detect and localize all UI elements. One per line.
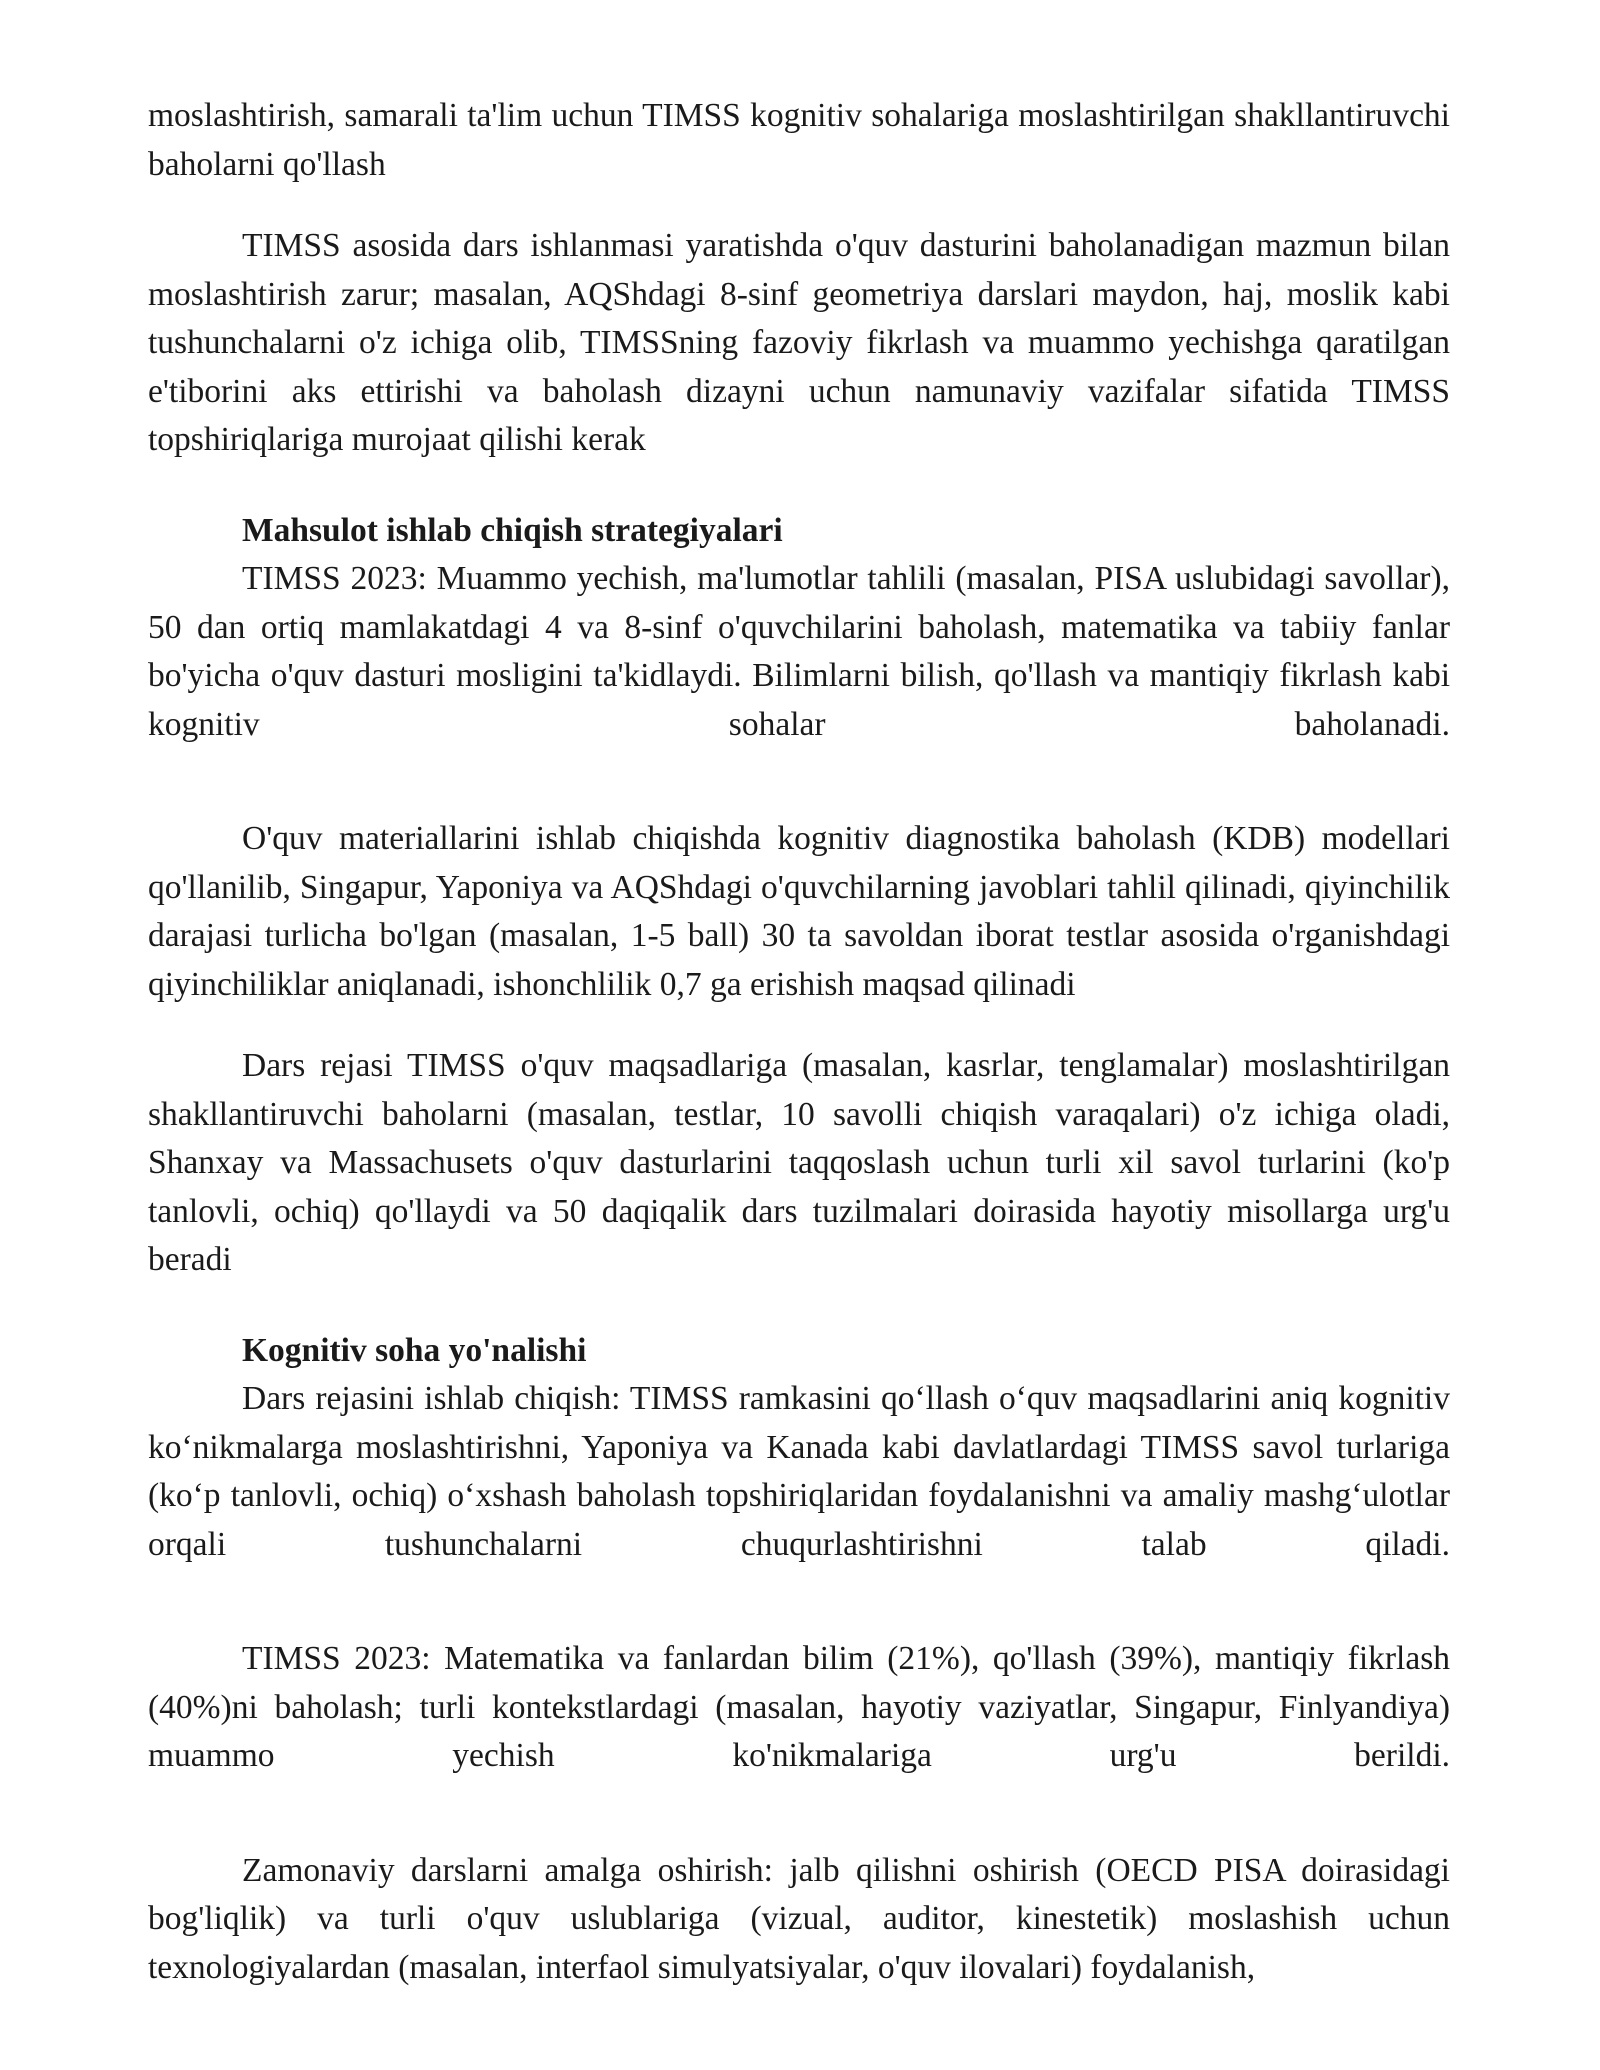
paragraph-modern-lessons: Zamonaviy darslarni amalga oshirish: jalb qilishni oshirish (OECD PISA doirasidagi bog'liqlik) va turli o'quv uslublariga (vizual, auditor, kinestetik) moslashish uchun texnologiyalardan (masalan, interfaol simulyatsiyalar, o'quv ilovalari) foydalanish, [148,1851,1450,1986]
paragraph-timss-lesson-design: TIMSS asosida dars ishlanmasi yaratishda o'quv dasturini baholanadigan mazmun bilan moslashtirish zarur; masalan, AQShdagi 8-sinf geometriya darslari maydon, haj, moslik kabi tushunchalarni o'z ichiga olib, TIMSSning fazoviy fikrlash va muammo yechishga qaratilgan e'tiborini aks ettirishi va baholash dizayni uchun namunaviy vazifalar sifatida TIMSS topshiriqlariga murojaat qilishi kerak [148,227,1450,458]
document-page [148,92,1450,1992]
paragraph-lesson-plan-development: Dars rejasini ishlab chiqish: TIMSS ramkasini qo‘llash o‘quv maqsadlarini aniq kognitiv ko‘nikmalarga moslashtirishni, Yaponiya va Kanada kabi davlatlardagi TIMSS savol turlariga (ko‘p tanlovli, ochiq) o‘xshash baholash topshiriqlaridan foydalanishni va amaliy mashg‘ulotlar orqali tushunchalarni chuqurlashtirishni talab qiladi. [148,1380,1450,1563]
paragraph-timss-2023-overview: TIMSS 2023: Muammo yechish, ma'lumotlar tahlili (masalan, PISA uslubidagi savollar), 50 dan ortiq mamlakatdagi 4 va 8-sinf o'quvchilarini baholash, matematika va tabiiy fanlar bo'yicha o'quv dasturi mosligini ta'kidlaydi. Bilimlarni bilish, qo'llash va mantiqiy fikrlash kabi kognitiv sohalar baholanadi. [148,560,1450,743]
paragraph-lesson-plan-formative: Dars rejasi TIMSS o'quv maqsadlariga (masalan, kasrlar, tenglamalar) moslashtirilgan shakllantiruvchi baholarni (masalan, testlar, 10 savolli chiqish varaqalari) o'z ichiga oladi, Shanxay va Massachusets o'quv dasturlarini taqqoslash uchun turli xil savol turlarini (ko'p tanlovli, ochiq) qo'llaydi va 50 daqiqalik dars tuzilmalari doirasida hayotiy misollarga urg'u beradi [148,1047,1450,1278]
section-heading-cognitive-domain: Kognitiv soha yo'nalishi [242,1331,587,1369]
paragraph-timss-2023-percentages: TIMSS 2023: Matematika va fanlardan bilim (21%), qo'llash (39%), mantiqiy fikrlash (40%)ni baholash; turli kontekstlardagi (masalan, hayotiy vaziyatlar, Singapur, Finlyandiya) muammo yechish ko'nikmalariga urg'u berildi. [148,1640,1450,1774]
paragraph-continuation: moslashtirish, samarali ta'lim uchun TIMSS kognitiv sohalariga moslashtirilgan shakllantiruvchi baholarni qo'llash [148,97,1450,183]
paragraph-cognitive-diagnostics: O'quv materiallarini ishlab chiqishda kognitiv diagnostika baholash (KDB) modellari qo'llanilib, Singapur, Yaponiya va AQShdagi o'quvchilarning javoblari tahlil qilinadi, qiyinchilik darajasi turlicha bo'lgan (masalan, 1-5 ball) 30 ta savoldan iborat testlar asosida o'rganishdagi qiyinchiliklar aniqlanadi, ishonchlilik 0,7 ga erishish maqsad qilinadi [148,820,1450,1003]
section-heading-product-strategies: Mahsulot ishlab chiqish strategiyalari [242,511,783,549]
